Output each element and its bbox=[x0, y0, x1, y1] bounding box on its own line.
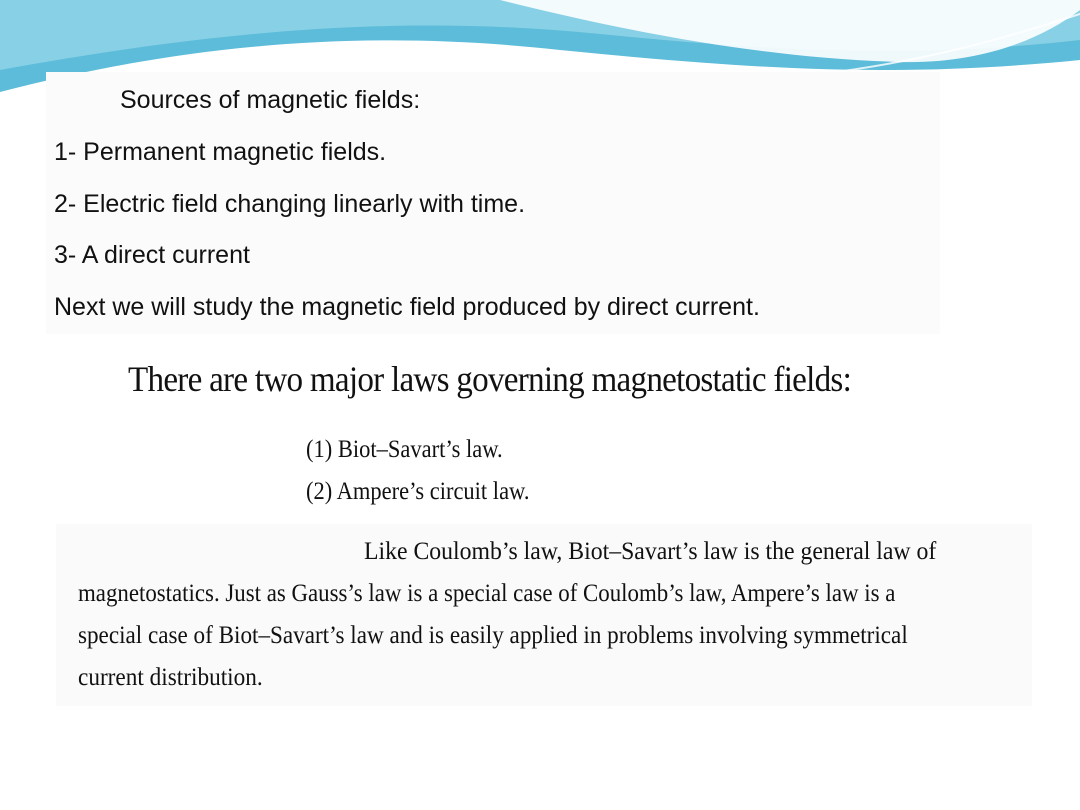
source-item-1: 1- Permanent magnetic fields. bbox=[54, 138, 387, 166]
paragraph-line-2: magnetostatics. Just as Gauss’s law is a special case of Coulomb’s law, Ampere’s law is a bbox=[78, 580, 896, 607]
source-item-2: 2- Electric field changing linearly with time. bbox=[54, 190, 526, 218]
law-item-1: (1) Biot–Savart’s law. bbox=[306, 436, 503, 463]
paragraph-line-4: current distribution. bbox=[78, 664, 263, 691]
laws-heading-panel bbox=[100, 352, 892, 412]
laws-list-panel bbox=[302, 430, 600, 518]
laws-heading: There are two major laws governing magnetostatic fields: bbox=[128, 359, 852, 399]
sources-panel bbox=[46, 72, 940, 334]
source-item-3: 3- A direct current bbox=[54, 241, 250, 269]
sources-next-note: Next we will study the magnetic field produced by direct current. bbox=[54, 293, 760, 321]
paragraph-line-1: Like Coulomb’s law, Biot–Savart’s law is the general law of bbox=[364, 538, 937, 565]
laws-paragraph-panel bbox=[56, 524, 1032, 706]
law-item-2: (2) Ampere’s circuit law. bbox=[306, 478, 530, 505]
sources-heading: Sources of magnetic fields: bbox=[120, 86, 421, 114]
paragraph-line-3: special case of Biot–Savart’s law and is easily applied in problems involving symmetrical bbox=[78, 622, 908, 649]
